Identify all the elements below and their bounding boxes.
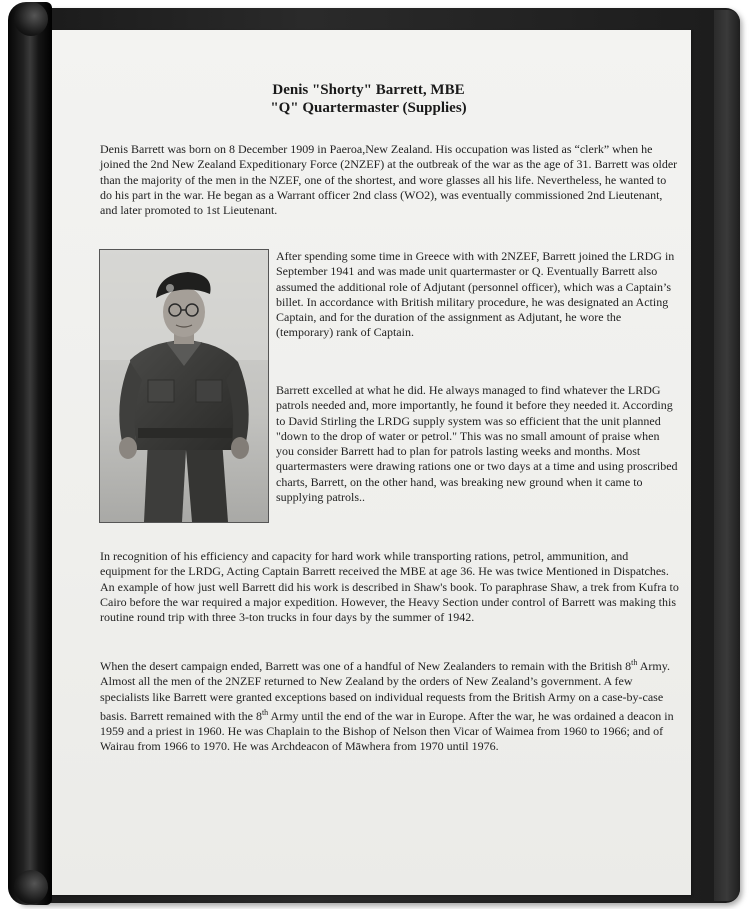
spine-bottom-cap xyxy=(14,870,48,904)
later-life-text-2: Army. Almost all the men of the 2NZEF returned to New Zealand by the orders of New Zealand’s government. A few specialists like Barrett were granted exceptions based on individual requests from the British Army on a case-by-case basis. Barrett remained with the 8 xyxy=(100,659,670,723)
spine-top-cap xyxy=(14,2,48,36)
paragraph-mbe-recognition: In recognition of his efficiency and capacity for hard work while transporting rations, petrol, ammunition, and equipment for the LRDG, Acting Captain Barrett received the MBE at age 36. He was twice Mentioned in Dispatches. An example of how just well Barrett did his work is described in Shaw's book. To paraphrase Shaw, a trek from Kufra to Cairo before the war required a major expedition. However, the Heavy Section under control of Barrett was making this routine round trip with three 3-ton trucks in four days by the summer of 1942. xyxy=(100,549,679,625)
portrait-photo xyxy=(99,249,269,523)
paragraph-biography: Denis Barrett was born on 8 December 1909 in Paeroa,New Zealand. His occupation was listed as “clerk” when he joined the 2nd New Zealand Expeditionary Force (2NZEF) at the outbreak of the war as the age of 31. Barrett was older than the majority of the men in the NZEF, one of the shortest, and wore glasses all his life. Nevertheless, he wanted to do his part in the war. He began as a Warrant officer 2nd class (WO2), was eventually commissioned 2nd Lieutenant, and later promoted to 1st Lieutenant. xyxy=(100,142,678,218)
superscript-th-1: th xyxy=(631,658,638,667)
later-life-text-1: When the desert campaign ended, Barrett was one of a handful of New Zealanders to remain with the British 8 xyxy=(100,659,632,673)
title-role: "Q" Quartermaster (Supplies) xyxy=(270,100,467,116)
soldier-portrait-image xyxy=(100,250,268,522)
binder-right-edge xyxy=(714,10,740,901)
binder-spine xyxy=(8,2,52,905)
title-name: Denis "Shorty" Barrett, MBE xyxy=(272,82,465,98)
document-page xyxy=(46,30,691,895)
later-life-text-3: Army until the end of the war in Europe. After the war, he was ordained a deacon in 1959 and a priest in 1960. He was Chaplain to the Bishop of Nelson then Vicar of Waimea from 1960 to 1966; and of Wairau from 1966 to 1970. He was Archdeacon of Māwhera from 1970 until 1976. xyxy=(100,708,674,754)
superscript-th-2: th xyxy=(261,707,269,717)
document-title xyxy=(46,81,691,117)
paragraph-lrdg-service: After spending some time in Greece with with 2NZEF, Barrett joined the LRDG in September 1941 and was made unit quartermaster or Q. Eventually Barrett also assumed the additional role of Adjutant (personnel officer), which was a Captain’s billet. In accordance with British military procedure, he was designated an Acting Captain, and for the duration of the assignment as Adjutant, he wore the (temporary) rank of Captain. xyxy=(276,249,675,340)
paragraph-supply-excellence: Barrett excelled at what he did. He always managed to find whatever the LRDG patrols needed and, more importantly, he found it before they needed it. According to David Stirling the LRDG supply system was so efficient that the unit planned "down to the drop of water or petrol." This was no small amount of praise when you consider Barrett had to plan for patrols lasting weeks and months. Most quartermasters were drawing rations one or two days at a time and using proscribed charts, Barrett, on the other hand, was breaking new ground when it came to supplying patrols.. xyxy=(276,383,678,505)
paragraph-later-life xyxy=(100,655,680,755)
